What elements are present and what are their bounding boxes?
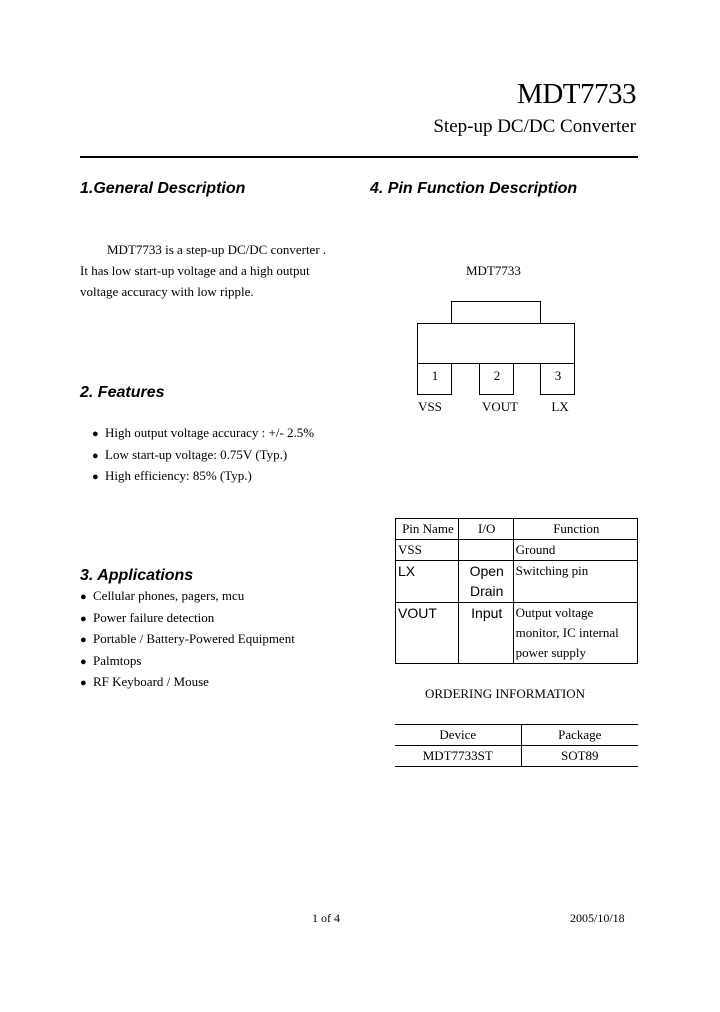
device-cell: MDT7733ST — [422, 748, 493, 763]
pin-name-cell: VOUT — [396, 603, 459, 664]
general-description-body — [80, 239, 350, 302]
bullet-icon: ● — [80, 612, 87, 625]
general-description-line: voltage accuracy with low ripple. — [80, 284, 254, 299]
table-row — [396, 540, 638, 561]
io-cell: Input — [458, 603, 513, 664]
list-item: ● High output voltage accuracy : +/- 2.5% — [92, 423, 314, 445]
package-cell: SOT89 — [521, 746, 638, 767]
column-header: Pin Name — [396, 519, 459, 540]
column-header: I/O — [458, 519, 513, 540]
ordering-info-table — [395, 724, 638, 767]
function-cell: Switching pin — [513, 561, 637, 603]
applications-heading: 3. Applications — [80, 567, 194, 584]
table-header-row — [395, 725, 638, 746]
package-body — [418, 324, 575, 364]
table-row — [396, 561, 638, 603]
io-cell: Open Drain — [458, 561, 513, 603]
bullet-icon: ● — [92, 471, 99, 483]
list-item: ● Low start-up voltage: 0.75V (Typ.) — [92, 445, 314, 467]
bullet-icon: ● — [80, 634, 87, 646]
pin-number-3: 3 — [554, 368, 562, 383]
package-label: MDT7733 — [466, 263, 521, 278]
pin-function-table — [395, 518, 638, 664]
general-description-heading: 1.General Description — [80, 180, 246, 197]
pin-name-cell: LX — [396, 561, 459, 603]
pin-number-2: 2 — [493, 368, 501, 383]
part-number-title: MDT7733 — [517, 78, 636, 110]
pin-label-vss: VSS — [418, 399, 442, 414]
general-description-line: It has low start-up voltage and a high output — [80, 263, 310, 278]
column-header: Package — [521, 725, 638, 746]
io-cell — [458, 540, 513, 561]
bullet-icon: ● — [80, 655, 87, 668]
list-item: ● Portable / Battery-Powered Equipment — [80, 629, 295, 651]
function-cell: Ground — [513, 540, 637, 561]
pin-label-lx: LX — [551, 399, 569, 414]
list-item: ● Power failure detection — [80, 608, 295, 630]
document-date: 2005/10/18 — [570, 911, 625, 925]
document-subtitle: Step-up DC/DC Converter — [433, 116, 636, 137]
list-item: ● High efficiency: 85% (Typ.) — [92, 466, 314, 488]
list-item: ● Cellular phones, pagers, mcu — [80, 586, 295, 608]
pin-number-1: 1 — [431, 368, 439, 383]
list-item: ● Palmtops — [80, 651, 295, 673]
table-row — [396, 603, 638, 664]
table-header-row — [396, 519, 638, 540]
header-divider — [80, 156, 638, 158]
pin-label-vout: VOUT — [481, 399, 519, 414]
bullet-icon: ● — [80, 591, 87, 603]
features-heading: 2. Features — [80, 384, 165, 401]
features-list — [92, 423, 314, 488]
bullet-icon: ● — [92, 449, 99, 462]
bullet-icon: ● — [80, 677, 87, 689]
table-row — [395, 746, 638, 767]
general-description-line: MDT7733 is a step-up DC/DC converter . — [107, 242, 327, 257]
column-header: Device — [439, 727, 477, 742]
package-tab — [452, 302, 541, 324]
pin-name-cell: VSS — [396, 540, 459, 561]
function-cell: Output voltage monitor, IC internal power supply — [513, 603, 637, 664]
pin-function-heading: 4. Pin Function Description — [370, 180, 578, 197]
column-header: Function — [513, 519, 637, 540]
list-item: ● RF Keyboard / Mouse — [80, 672, 295, 694]
bullet-icon: ● — [92, 428, 99, 440]
applications-list — [80, 586, 295, 694]
ordering-info-title: ORDERING INFORMATION — [425, 686, 585, 701]
page-number: 1 of 4 — [312, 911, 340, 925]
